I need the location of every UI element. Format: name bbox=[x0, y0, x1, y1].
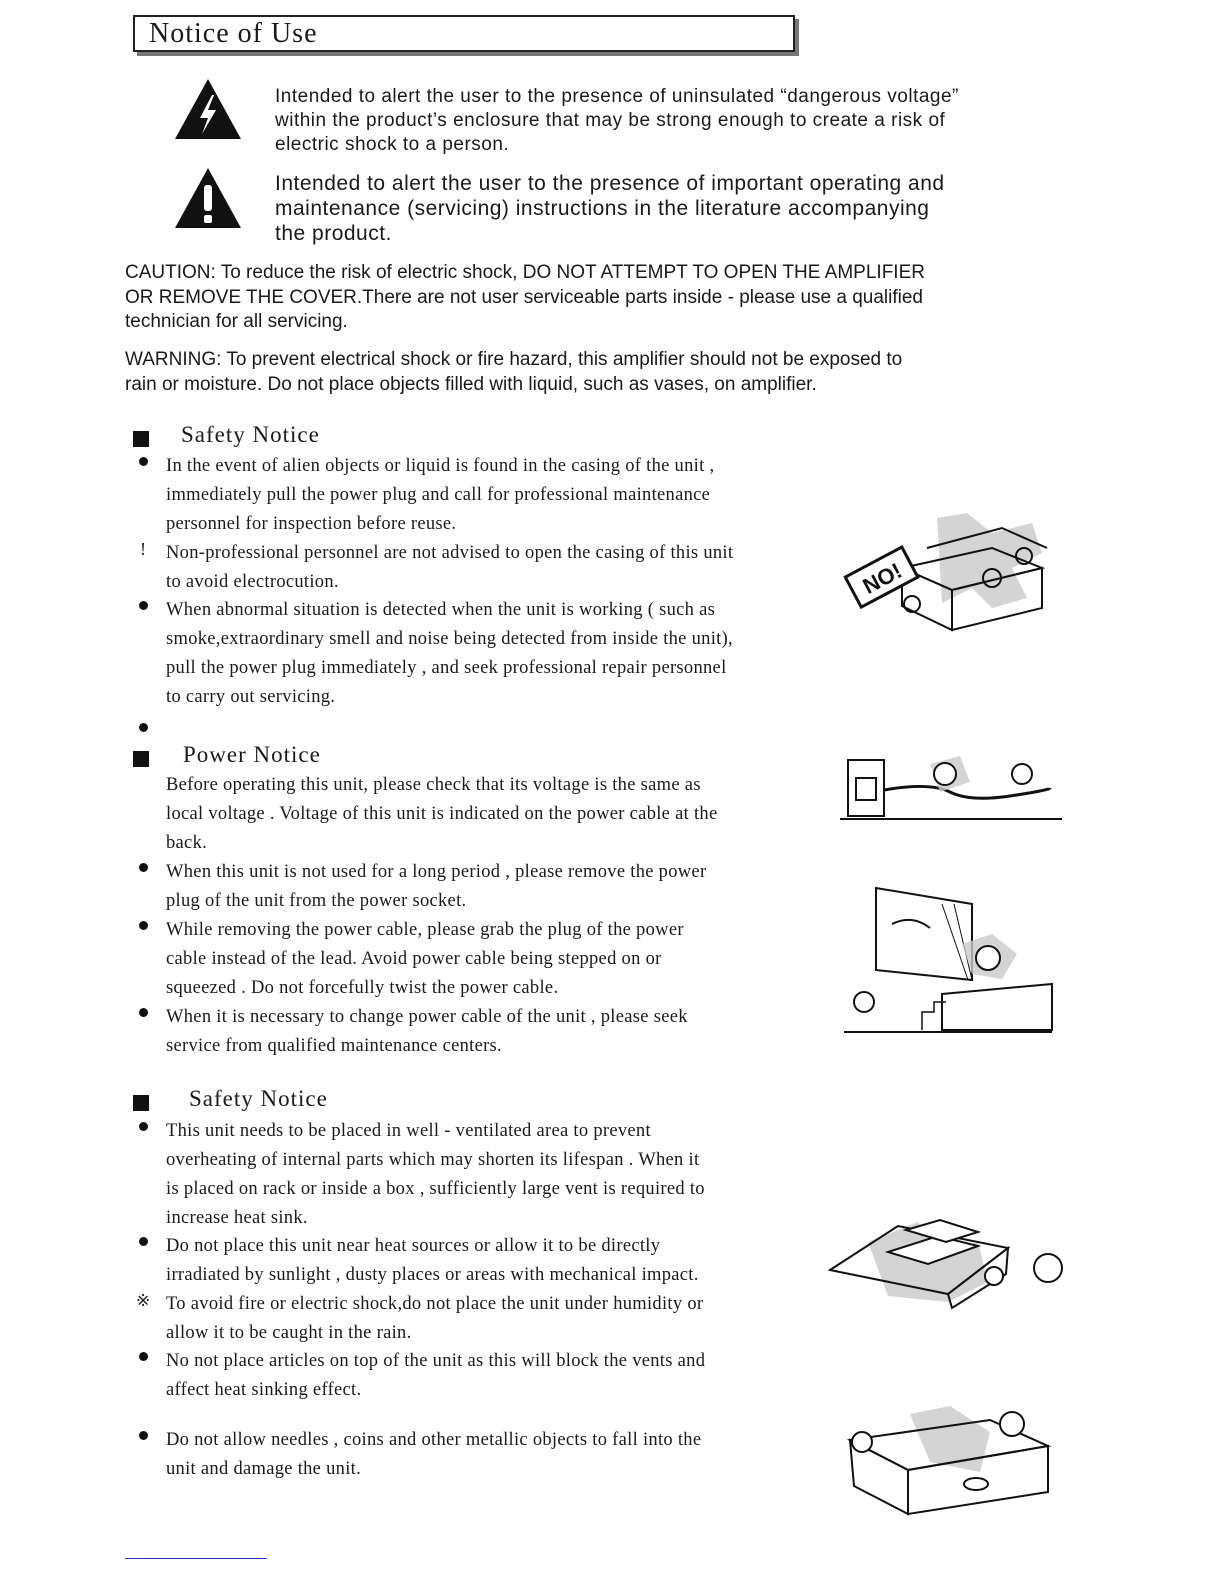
warning-instructions-text: Intended to alert the user to the presence of important operating and maintenance (servicing) instructions in the literature accompanying the product. bbox=[275, 172, 945, 245]
exclamation-bullet-icon: ! bbox=[140, 539, 146, 559]
section-heading-safety-1 bbox=[133, 422, 320, 452]
page-title: Notice of Use bbox=[149, 18, 318, 49]
list-item-text: In the event of alien objects or liquid is found in the casing of the unit , immediately pull the power plug and call for professional maintenance personnel for inspection before reuse. bbox=[166, 456, 715, 534]
bullet-dot-icon bbox=[136, 1349, 150, 1366]
warning-paragraph: WARNING: To prevent electrical shock or fire hazard, this amplifier should not be exposed to rain or moisture. Do not place objects filled with liquid, such as vases, on amplifier. bbox=[125, 349, 903, 395]
lightning-warning-icon bbox=[174, 78, 242, 140]
list-item-text: While removing the power cable, please grab the plug of the power cable instead of the lead. Avoid power cable being stepped on or squeezed . Do not forcefully twist the power cable. bbox=[166, 920, 684, 998]
page-title-box bbox=[133, 15, 795, 52]
square-bullet-icon bbox=[133, 431, 149, 447]
unplug-illustration bbox=[842, 884, 1056, 1036]
caution-paragraph: CAUTION: To reduce the risk of electric shock, DO NOT ATTEMPT TO OPEN THE AMPLIFIER OR REMOVE THE COVER.There are not user serviceable parts inside - please use a qualified technician for all servicing. bbox=[125, 262, 925, 332]
bullet-dot-icon bbox=[136, 454, 150, 471]
footer-rule bbox=[125, 1558, 267, 1559]
list-item-text: Non-professional personnel are not advised to open the casing of this unit to avoid electrocution. bbox=[166, 543, 734, 592]
list-item-text: When this unit is not used for a long period , please remove the power plug of the unit from the power socket. bbox=[166, 862, 707, 911]
bullet-dot-icon bbox=[136, 1234, 150, 1251]
section-heading-power bbox=[133, 742, 321, 772]
bullet-dot-icon bbox=[136, 1119, 150, 1136]
section-heading-label: Safety Notice bbox=[189, 1086, 328, 1111]
no-open-casing-illustration bbox=[842, 508, 1062, 638]
list-item-text: Before operating this unit, please check that its voltage is the same as local voltage . Voltage of this unit is indicated on the power cable at the back. bbox=[166, 775, 718, 853]
list-item-text: Do not place this unit near heat sources or allow it to be directly irradiated by sunlight , dusty places or areas with mechanical impact. bbox=[166, 1236, 699, 1285]
square-bullet-icon bbox=[133, 1095, 149, 1111]
bullet-dot-icon bbox=[136, 598, 150, 615]
list-item-text: Do not allow needles , coins and other metallic objects to fall into the unit and damage the unit. bbox=[166, 1430, 702, 1479]
no-metal-objects-illustration bbox=[840, 1402, 1054, 1518]
section-heading-label: Safety Notice bbox=[181, 422, 320, 447]
bullet-dot-icon bbox=[136, 1005, 150, 1022]
list-item-text: No not place articles on top of the unit as this will block the vents and affect heat sinking effect. bbox=[166, 1351, 706, 1400]
exclamation-warning-icon bbox=[174, 167, 242, 229]
square-bullet-icon bbox=[133, 751, 149, 767]
bullet-dot-icon bbox=[136, 918, 150, 935]
reference-mark-bullet-icon: ※ bbox=[136, 1291, 151, 1310]
list-item-text: This unit needs to be placed in well - ventilated area to prevent overheating of internal parts which may shorten its lifespan . When it is placed on rack or inside a box , sufficiently large vent is required to increase heat sink. bbox=[166, 1121, 705, 1228]
section-heading-safety-2 bbox=[133, 1086, 328, 1116]
power-cable-illustration bbox=[840, 752, 1064, 824]
list-item-text: When abnormal situation is detected when the unit is working ( such as smoke,extraordinary smell and noise being detected from inside the unit), pull the power plug immediately , and seek professional repair personnel to carry out servicing. bbox=[166, 600, 733, 707]
warning-dangerous-voltage-text: Intended to alert the user to the presence of uninsulated “dangerous voltage” within the product’s enclosure that may be strong enough to create a risk of electric shock to a person. bbox=[275, 86, 959, 155]
section-heading-label: Power Notice bbox=[183, 742, 321, 767]
bullet-dot-icon bbox=[136, 1428, 150, 1445]
list-item-text: To avoid fire or electric shock,do not place the unit under humidity or allow it to be caught in the rain. bbox=[166, 1294, 704, 1343]
no-objects-on-unit-illustration bbox=[828, 1212, 1072, 1312]
bullet-dot-icon bbox=[136, 860, 150, 877]
list-item-text: When it is necessary to change power cable of the unit , please seek service from qualified maintenance centers. bbox=[166, 1007, 688, 1056]
no-sign-text: NO! bbox=[858, 557, 906, 599]
bullet-dot-icon bbox=[136, 720, 150, 737]
